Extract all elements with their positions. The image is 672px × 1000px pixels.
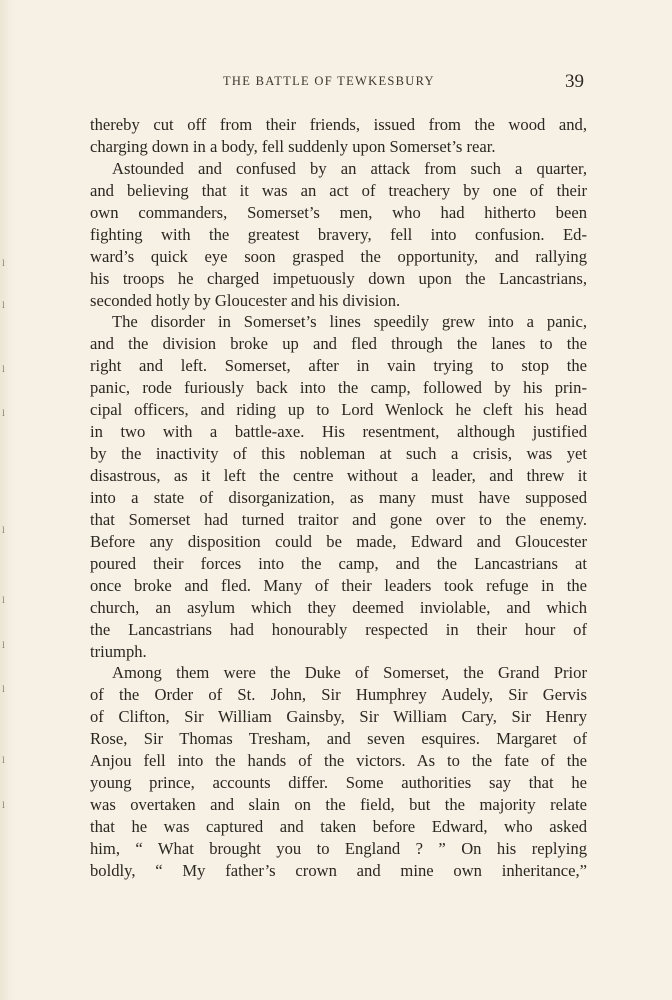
- text-line: his troops he charged impetuously down upon the Lancastrians,: [90, 268, 587, 288]
- text-line: seconded hotly by Gloucester and his division.: [90, 290, 401, 310]
- page-number: 39: [565, 71, 584, 92]
- text-line: boldly, “ My father’s crown and mine own inheritance,”: [90, 860, 587, 880]
- text-line: own commanders, Somerset’s men, who had hitherto been: [90, 202, 587, 222]
- text-line: Astounded and confused by an attack from such a quarter,: [112, 158, 587, 178]
- text-line: Rose, Sir Thomas Tresham, and seven esquires. Margaret of: [90, 729, 587, 749]
- text-line: Among them were the Duke of Somerset, the Grand Prior: [112, 663, 587, 683]
- text-line: that he was captured and taken before Edward, who asked: [90, 817, 587, 836]
- text-line: the Lancastrians had honourably respected in their hour of: [90, 619, 587, 639]
- text-line: into a state of disorganization, as many must have supposed: [90, 487, 587, 507]
- body-text: [90, 114, 587, 882]
- text-line: poured their forces into the camp, and the Lancastrians at: [90, 553, 587, 573]
- text-line: triumph.: [90, 641, 147, 661]
- bleed-through-mark: ı: [2, 296, 5, 312]
- page-gutter-shadow: [0, 0, 16, 1000]
- bleed-through-mark: ı: [2, 796, 5, 812]
- text-line: cipal officers, and riding up to Lord Wenlock he cleft his head: [90, 400, 587, 420]
- text-line: of the Order of St. John, Sir Humphrey Audely, Sir Gervis: [90, 685, 587, 705]
- text-line: young prince, accounts differ. Some authorities say that he: [90, 773, 587, 793]
- text-line: and the division broke up and fled through the lanes to the: [90, 334, 587, 354]
- text-line: disastrous, as it left the centre without a leader, and threw it: [90, 466, 587, 485]
- text-line: by the inactivity of this nobleman at such a crisis, was yet: [90, 444, 587, 464]
- text-line: him, “ What brought you to England ? ” On his replying: [90, 838, 587, 858]
- text-line: charging down in a body, fell suddenly upon Somerset’s rear.: [90, 136, 496, 156]
- text-line: and believing that it was an act of treachery by one of their: [90, 180, 587, 200]
- text-line: The disorder in Somerset’s lines speedily grew into a panic,: [112, 312, 587, 332]
- bleed-through-mark: ı: [2, 360, 5, 376]
- bleed-through-mark: ı: [2, 591, 5, 607]
- bleed-through-mark: ı: [2, 751, 5, 767]
- text-line: right and left. Somerset, after in vain trying to stop the: [90, 356, 587, 376]
- text-line: panic, rode furiously back into the camp, followed by his prin-: [90, 378, 587, 398]
- text-line: of Clifton, Sir William Gainsby, Sir William Cary, Sir Henry: [90, 707, 587, 727]
- bleed-through-mark: ı: [2, 680, 5, 696]
- running-title: THE BATTLE OF TEWKESBURY: [223, 74, 435, 88]
- bleed-through-mark: ı: [2, 521, 5, 537]
- text-line: was overtaken and slain on the field, but the majority relate: [90, 795, 587, 815]
- text-line: Anjou fell into the hands of the victors. As to the fate of the: [90, 751, 587, 771]
- text-line: church, an asylum which they deemed inviolable, and which: [90, 597, 587, 617]
- text-line: that Somerset had turned traitor and gone over to the enemy.: [90, 509, 587, 529]
- text-line: fighting with the greatest bravery, fell into confusion. Ed-: [90, 224, 587, 244]
- text-line: ward’s quick eye soon grasped the opportunity, and rallying: [90, 246, 587, 266]
- bleed-through-mark: ı: [2, 404, 5, 420]
- bleed-through-mark: ı: [2, 254, 5, 270]
- text-line: once broke and fled. Many of their leaders took refuge in the: [90, 575, 587, 595]
- text-line: in two with a battle-axe. His resentment, although justified: [90, 422, 587, 442]
- running-header: [0, 71, 672, 94]
- bleed-through-mark: ı: [2, 636, 5, 652]
- text-line: Before any disposition could be made, Edward and Gloucester: [90, 531, 587, 551]
- text-line: thereby cut off from their friends, issued from the wood and,: [90, 115, 587, 134]
